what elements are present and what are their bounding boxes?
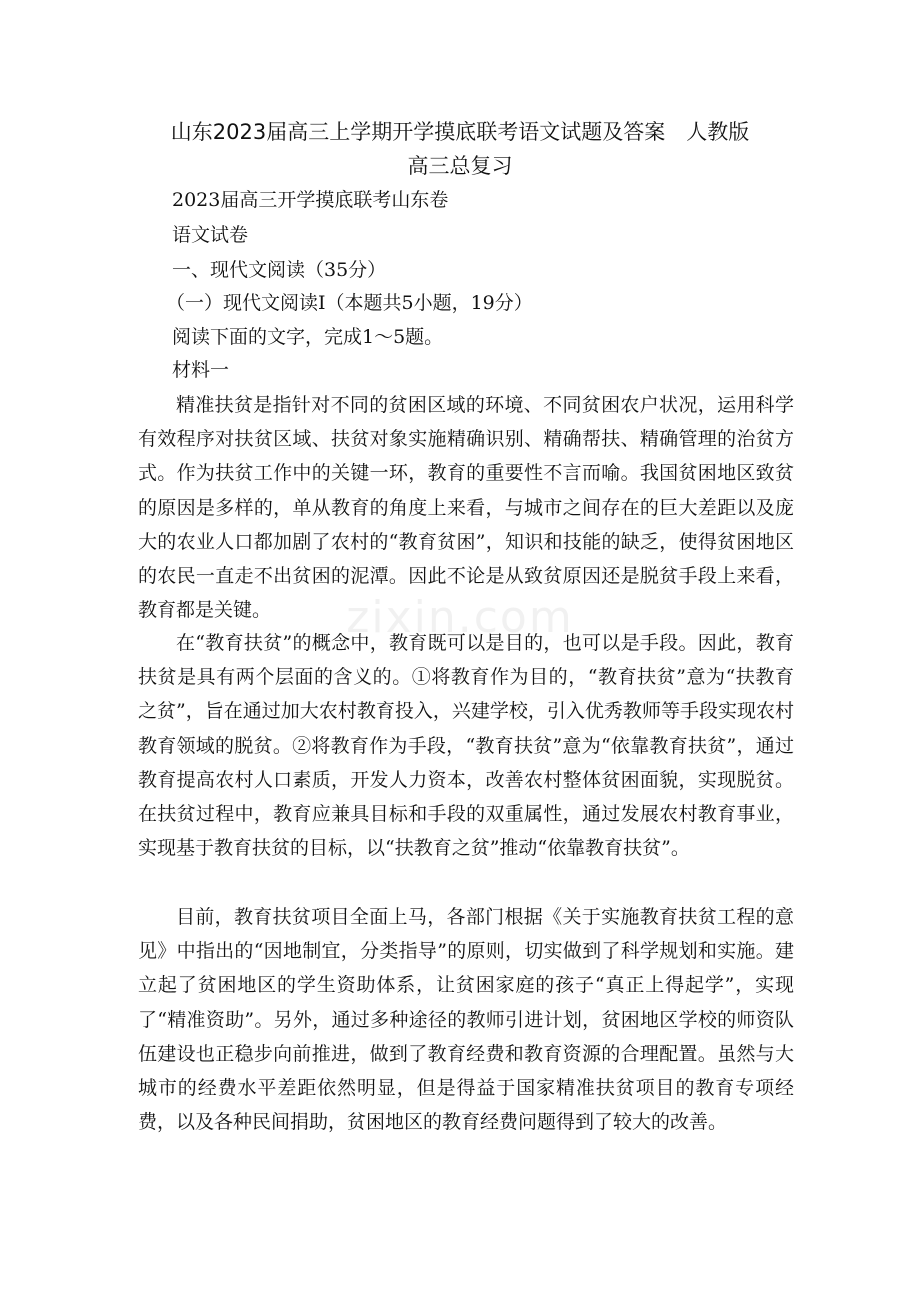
material-label: 材料一 — [172, 359, 230, 381]
paper-subject: 语文试卷 — [172, 224, 249, 246]
paragraph-2: 在“教育扶贫”的概念中，教育既可以是目的，也可以是手段。因此，教育扶贫是具有两个层面的含义的。①将教育作为目的，“教育扶贫”意为“扶教育之贫”，旨在通过加大农村教育投入，兴建学校，引入优秀教师等手段实现农村教育领域的脱贫。②将教育作为手段，“教育扶贫”意为“依靠教育扶贫”，通过教育提高农村人口素质，开发人力资本，改善农村整体贫困面貌，实现脱贫。在扶贫过程中，教育应兼具目标和手段的双重属性，通过发展农村教育事业，实现基于教育扶贫的目标，以“扶教育之贫”推动“依靠教育扶贫”。 — [138, 632, 794, 860]
document-title-line-2: 高三总复习 — [407, 154, 513, 178]
paragraph-3: 目前，教育扶贫项目全面上马，各部门根据《关于实施教育扶贫工程的意见》中指出的“因地制宜，分类指导”的原则，切实做到了科学规划和实施。建立起了贫困地区的学生资助体系，让贫困家庭的孩子“真正上得起学”，实现了“精准资助”。另外，通过多种途径的教师引进计划，贫困地区学校的师资队伍建设也正稳步向前推进，做到了教育经费和教育资源的合理配置。虽然与大城市的经费水平差距依然明显，但是得益于国家精准扶贫项目的教育专项经费，以及各种民间捐助，贫困地区的教育经费问题得到了较大的改善。 — [138, 906, 794, 1134]
subsection-heading: （一）现代文阅读Ⅰ（本题共5小题，19分） — [166, 292, 533, 314]
exam-name: 2023届高三开学摸底联考山东卷 — [172, 189, 449, 211]
reading-instruction: 阅读下面的文字，完成1～5题。 — [172, 326, 444, 348]
section-heading: 一、现代文阅读（35分） — [172, 259, 387, 281]
watermark: zixin.com — [346, 592, 574, 643]
paragraph-1: 精准扶贫是指针对不同的贫困区域的环境、不同贫困农户状况，运用科学有效程序对扶贫区域、扶贫对象实施精确识别、精确帮扶、精确管理的治贫方式。作为扶贫工作中的关键一环，教育的重要性不言而喻。我国贫困地区致贫的原因是多样的，单从教育的角度上来看，与城市之间存在的巨大差距以及庞大的农业人口都加剧了农村的“教育贫困”，知识和技能的缺乏，使得贫困地区的农民一直走不出贫困的泥潭。因此不论是从致贫原因还是脱贫手段上来看，教育都是关键。 — [138, 394, 794, 622]
document-title-line-1: 山东2023届高三上学期开学摸底联考语文试题及答案 人教版 — [170, 120, 750, 144]
